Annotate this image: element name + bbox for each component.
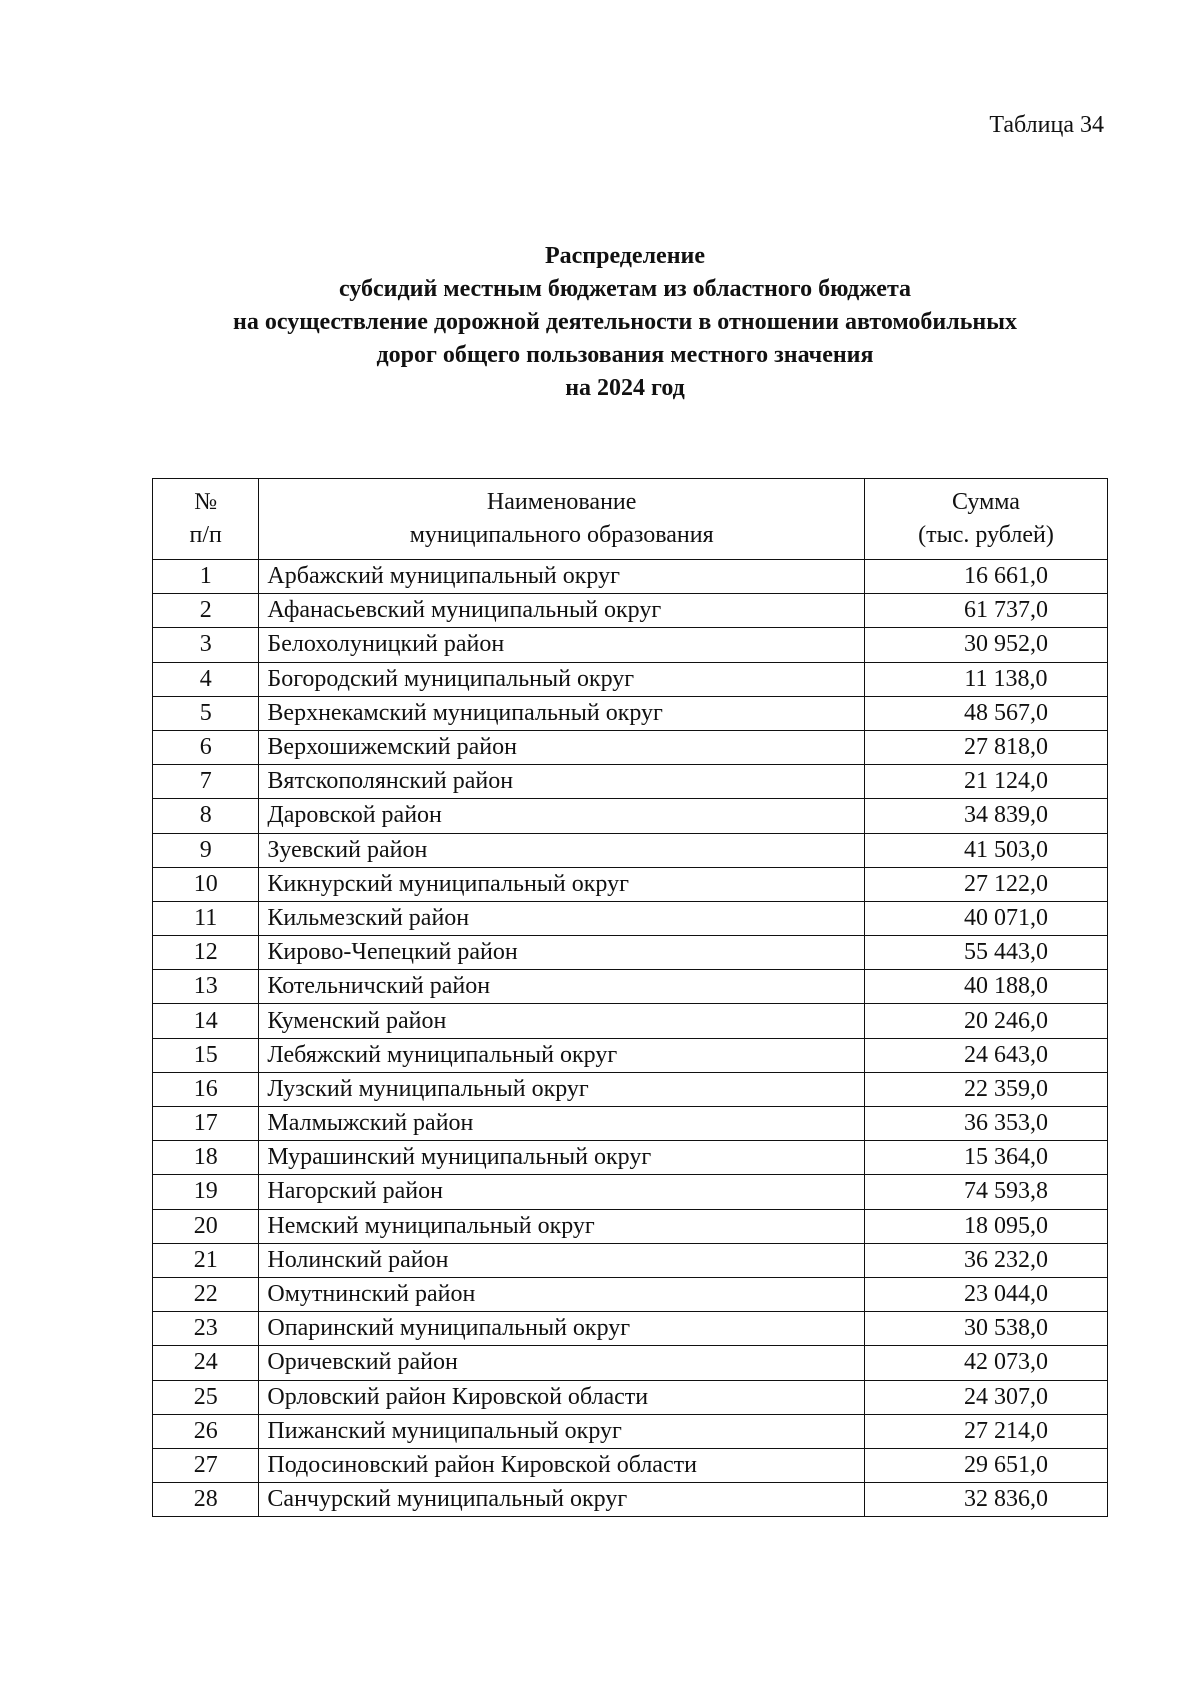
subsidy-amount: 40 071,0 [864, 901, 1107, 935]
municipality-name: Орловский район Кировской области [259, 1380, 865, 1414]
subsidy-amount: 27 818,0 [864, 730, 1107, 764]
row-number: 1 [153, 560, 259, 594]
header-name-line1: Наименование [486, 489, 637, 515]
title-line: на осуществление дорожной деятельности в отношении автомобильных [233, 309, 1017, 335]
subsidy-amount: 15 364,0 [864, 1141, 1107, 1175]
row-number: 12 [153, 936, 259, 970]
document-title [160, 240, 1090, 405]
row-number: 11 [153, 901, 259, 935]
header-sum [864, 479, 1107, 560]
table-row [153, 1346, 1108, 1380]
subsidy-amount: 36 353,0 [864, 1107, 1107, 1141]
row-number: 5 [153, 696, 259, 730]
municipality-name: Богородский муниципальный округ [259, 662, 865, 696]
subsidy-amount: 29 651,0 [864, 1448, 1107, 1482]
table-row [153, 1141, 1108, 1175]
row-number: 27 [153, 1448, 259, 1482]
subsidy-amount: 27 122,0 [864, 867, 1107, 901]
table-row [153, 1380, 1108, 1414]
municipality-name: Омутнинский район [259, 1277, 865, 1311]
row-number: 2 [153, 594, 259, 628]
title-line: субсидий местным бюджетам из областного бюджета [338, 276, 912, 302]
municipality-name: Куменский район [259, 1004, 865, 1038]
subsidy-amount: 22 359,0 [864, 1072, 1107, 1106]
row-number: 14 [153, 1004, 259, 1038]
row-number: 26 [153, 1414, 259, 1448]
subsidy-amount: 34 839,0 [864, 799, 1107, 833]
row-number: 8 [153, 799, 259, 833]
subsidy-amount: 11 138,0 [864, 662, 1107, 696]
municipality-name: Малмыжский район [259, 1107, 865, 1141]
subsidy-amount: 30 538,0 [864, 1312, 1107, 1346]
municipality-name: Афанасьевский муниципальный округ [259, 594, 865, 628]
row-number: 3 [153, 628, 259, 662]
table-row [153, 1072, 1108, 1106]
row-number: 4 [153, 662, 259, 696]
row-number: 23 [153, 1312, 259, 1346]
table-row [153, 1004, 1108, 1038]
row-number: 24 [153, 1346, 259, 1380]
table-row [153, 1209, 1108, 1243]
row-number: 15 [153, 1038, 259, 1072]
municipality-name: Верхнекамский муниципальный округ [259, 696, 865, 730]
header-sum-line1: Сумма [951, 489, 1020, 515]
row-number: 22 [153, 1277, 259, 1311]
subsidy-amount: 61 737,0 [864, 594, 1107, 628]
table-row [153, 594, 1108, 628]
table-row [153, 662, 1108, 696]
subsidy-amount: 30 952,0 [864, 628, 1107, 662]
row-number: 7 [153, 765, 259, 799]
header-number-line1: № [194, 489, 218, 515]
table-row [153, 1243, 1108, 1277]
table-row [153, 1277, 1108, 1311]
subsidy-amount: 24 643,0 [864, 1038, 1107, 1072]
subsidy-amount: 40 188,0 [864, 970, 1107, 1004]
table-row [153, 765, 1108, 799]
row-number: 21 [153, 1243, 259, 1277]
table-row [153, 901, 1108, 935]
subsidy-amount: 21 124,0 [864, 765, 1107, 799]
table-row [153, 1038, 1108, 1072]
row-number: 18 [153, 1141, 259, 1175]
table-row [153, 970, 1108, 1004]
title-line: на 2024 год [565, 375, 685, 401]
municipality-name: Арбажский муниципальный округ [259, 560, 865, 594]
municipality-name: Кильмезский район [259, 901, 865, 935]
header-number-line2: п/п [189, 522, 222, 548]
municipality-name: Вятскополянский район [259, 765, 865, 799]
table-row [153, 1107, 1108, 1141]
municipality-name: Лузский муниципальный округ [259, 1072, 865, 1106]
row-number: 13 [153, 970, 259, 1004]
subsidy-amount: 16 661,0 [864, 560, 1107, 594]
municipality-name: Лебяжский муниципальный округ [259, 1038, 865, 1072]
title-line: Распределение [544, 243, 706, 269]
header-number [153, 479, 259, 560]
municipality-name: Оричевский район [259, 1346, 865, 1380]
table-row [153, 1448, 1108, 1482]
table-body [153, 560, 1108, 1517]
table-header-row [153, 479, 1108, 560]
table-row [153, 1312, 1108, 1346]
table-row [153, 730, 1108, 764]
row-number: 16 [153, 1072, 259, 1106]
municipality-name: Подосиновский район Кировской области [259, 1448, 865, 1482]
subsidy-amount: 48 567,0 [864, 696, 1107, 730]
municipality-name: Зуевский район [259, 833, 865, 867]
municipality-name: Санчурский муниципальный округ [259, 1483, 865, 1517]
row-number: 28 [153, 1483, 259, 1517]
table-row [153, 936, 1108, 970]
municipality-name: Даровской район [259, 799, 865, 833]
table-row [153, 628, 1108, 662]
table-row [153, 696, 1108, 730]
municipality-name: Мурашинский муниципальный округ [259, 1141, 865, 1175]
subsidy-amount: 42 073,0 [864, 1346, 1107, 1380]
subsidy-amount: 32 836,0 [864, 1483, 1107, 1517]
table-row [153, 1175, 1108, 1209]
municipality-name: Белохолуницкий район [259, 628, 865, 662]
table-row [153, 833, 1108, 867]
table-row [153, 867, 1108, 901]
title-line: дорог общего пользования местного значения [376, 342, 874, 368]
row-number: 6 [153, 730, 259, 764]
subsidy-table [152, 478, 1108, 1517]
subsidy-amount: 20 246,0 [864, 1004, 1107, 1038]
row-number: 9 [153, 833, 259, 867]
municipality-name: Кикнурский муниципальный округ [259, 867, 865, 901]
municipality-name: Кирово-Чепецкий район [259, 936, 865, 970]
row-number: 25 [153, 1380, 259, 1414]
subsidy-amount: 55 443,0 [864, 936, 1107, 970]
municipality-name: Верхошижемский район [259, 730, 865, 764]
subsidy-amount: 24 307,0 [864, 1380, 1107, 1414]
row-number: 10 [153, 867, 259, 901]
header-sum-line2: (тыс. рублей) [918, 522, 1054, 548]
subsidy-amount: 23 044,0 [864, 1277, 1107, 1311]
header-name [259, 479, 865, 560]
subsidy-amount: 74 593,8 [864, 1175, 1107, 1209]
table-row [153, 1483, 1108, 1517]
table-row [153, 799, 1108, 833]
row-number: 20 [153, 1209, 259, 1243]
table-row [153, 560, 1108, 594]
table-row [153, 1414, 1108, 1448]
municipality-name: Опаринский муниципальный округ [259, 1312, 865, 1346]
municipality-name: Нолинский район [259, 1243, 865, 1277]
row-number: 19 [153, 1175, 259, 1209]
header-name-line2: муниципального образования [409, 522, 714, 548]
municipality-name: Нагорский район [259, 1175, 865, 1209]
subsidy-amount: 36 232,0 [864, 1243, 1107, 1277]
subsidy-amount: 41 503,0 [864, 833, 1107, 867]
subsidy-amount: 18 095,0 [864, 1209, 1107, 1243]
municipality-name: Пижанский муниципальный округ [259, 1414, 865, 1448]
table-number-label: Таблица 34 [989, 112, 1104, 138]
municipality-name: Немский муниципальный округ [259, 1209, 865, 1243]
row-number: 17 [153, 1107, 259, 1141]
subsidy-amount: 27 214,0 [864, 1414, 1107, 1448]
municipality-name: Котельничский район [259, 970, 865, 1004]
